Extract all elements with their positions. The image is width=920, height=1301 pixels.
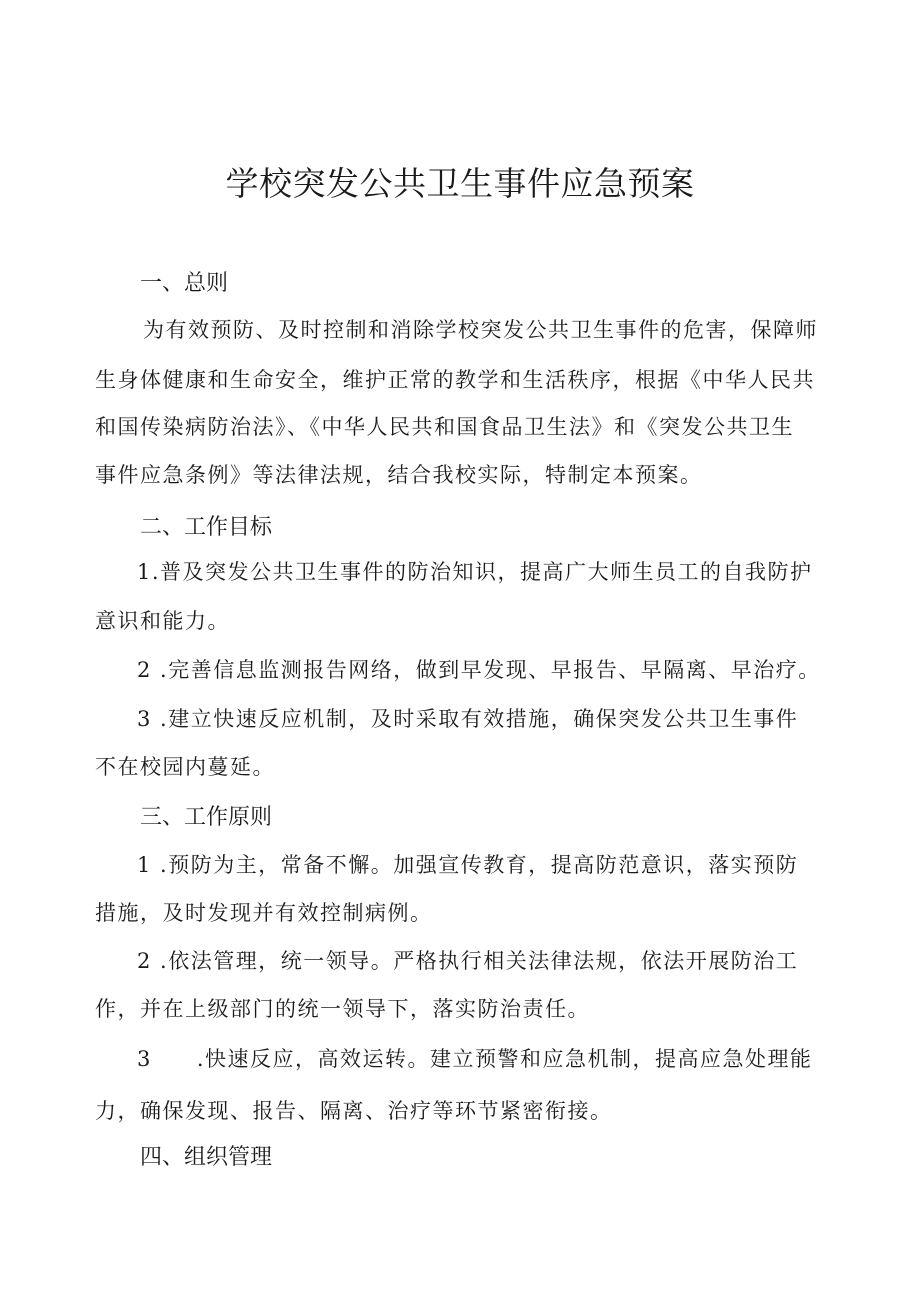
paragraph-line: 力，确保发现、报告、隔离、治疗等环节紧密衔接。 [95, 1099, 613, 1123]
document-title: 学校突发公共卫生事件应急预案 [225, 164, 695, 203]
section-heading-goals: 二、工作目标 [140, 515, 273, 540]
paragraph-line: 3 .快速反应，高效运转。建立预警和应急机制，提高应急处理能 [137, 1047, 813, 1071]
paragraph-line: 2 .依法管理，统一领导。严格执行相关法律法规，依法开展防治工 [137, 949, 799, 973]
paragraph-line: 2 .完善信息监测报告网络，做到早发现、早报告、早隔离、早治疗。 [137, 658, 821, 682]
paragraph-line: 和国传染病防治法》、《中华人民共和国食品卫生法》和《突发公共卫生 [95, 415, 794, 439]
paragraph-line: 1.普及突发公共卫生事件的防治知识，提高广大师生员工的自我防护 [137, 560, 813, 584]
section-heading-organization: 四、组织管理 [140, 1145, 273, 1170]
paragraph-line: 为有效预防、及时控制和消除学校突发公共卫生事件的危害，保障师 [143, 318, 818, 342]
paragraph-line: 事件应急条例》等法律法规，结合我校实际，特制定本预案。 [95, 463, 703, 487]
paragraph-line: 作，并在上级部门的统一领导下，落实防治责任。 [95, 997, 590, 1021]
section-heading-principles: 三、工作原则 [140, 805, 273, 830]
paragraph-line: 生身体健康和生命安全，维护正常的教学和生活秩序，根据《中华人民共 [95, 368, 815, 392]
paragraph-line: 措施，及时发现并有效控制病例。 [95, 901, 433, 925]
section-heading-general: 一、总则 [140, 271, 229, 296]
paragraph-line: 1 .预防为主，常备不懈。加强宣传教育，提高防范意识，落实预防 [137, 853, 799, 877]
paragraph-line: 3 .建立快速反应机制，及时采取有效措施，确保突发公共卫生事件 [137, 707, 799, 731]
paragraph-line: 意识和能力。 [95, 609, 230, 633]
paragraph-line: 不在校园内蔓延。 [95, 755, 275, 779]
